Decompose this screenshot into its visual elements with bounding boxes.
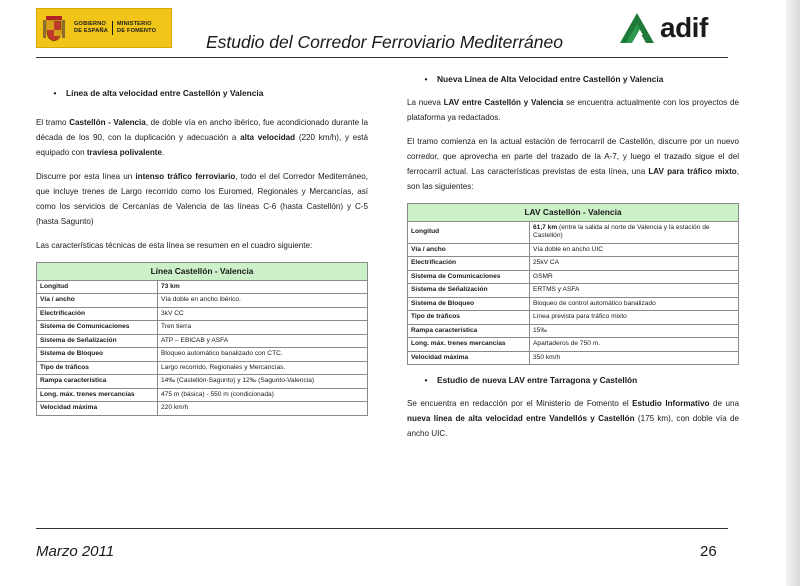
table-value: Bloqueo automático banalizado con CTC. [158, 348, 368, 362]
adif-logo [618, 8, 738, 48]
bullet-icon: • [53, 88, 57, 98]
text-run: de una [709, 399, 739, 408]
text-run: Se encuentra en redacción por el Ministerio de Fomento el [407, 399, 633, 408]
text-run: La nueva [407, 98, 444, 107]
coat-of-arms-icon [42, 13, 66, 43]
table-value [530, 221, 739, 243]
table-value: ATP – EBICAB y ASFA [158, 334, 368, 348]
section-heading-text: Línea de alta velocidad entre Castellón y Valencia [66, 88, 264, 98]
bold-text: intenso tráfico ferroviario [135, 172, 236, 181]
table-row [37, 402, 368, 416]
text-run: El tramo [36, 118, 70, 127]
text-run: se encuentra actualmente con los proyectos de plataforma ya redactados. [407, 98, 740, 122]
specs-table-lav-castellon-valencia [407, 203, 739, 365]
table-value: 220 km/h [158, 402, 368, 416]
table-value: 25kV CA [530, 257, 739, 271]
right-column [407, 72, 739, 450]
table-key: Longitud [37, 280, 158, 294]
section-heading [36, 86, 368, 101]
table-key: Electrificación [37, 307, 158, 321]
paragraph [407, 134, 739, 194]
table-key: Sistema de Señalización [408, 284, 530, 298]
table-key: Long. máx. trenes mercancías [37, 388, 158, 402]
table-value: Bloqueo de control automático banalizado [530, 297, 739, 311]
table-value: ERTMS y ASFA [530, 284, 739, 298]
table-row [408, 324, 739, 338]
left-column [36, 86, 368, 426]
bold-text: traviesa polivalente [86, 148, 162, 157]
text-run: El tramo comienza en la actual estación de ferrocarril de Castellón, discurre por un nuevo corredor, que aprovecha en parte del trazado de la A-7, y luego el trazado sigue el del ferrocarril actual. Las características previstas de esta línea, una [407, 137, 739, 176]
table-value: Largo recorrido, Regionales y Mercancías. [158, 361, 368, 375]
paragraph [36, 169, 368, 229]
table-key: Long. máx. trenes mercancías [408, 338, 530, 352]
page-number: 26 [700, 543, 717, 560]
table-header: Línea Castellón - Valencia [37, 263, 368, 281]
gobierno-wordmark [70, 21, 160, 35]
table-value: 475 m (básica) - 550 m (condicionada) [158, 388, 368, 402]
table-row [408, 270, 739, 284]
table-key: Tipo de tráficos [408, 311, 530, 325]
header-divider [36, 57, 728, 58]
document-title: Estudio del Corredor Ferroviario Mediterráneo [206, 32, 563, 52]
table-key: Velocidad máxima [37, 402, 158, 416]
table-key: Tipo de tráficos [37, 361, 158, 375]
table-row [37, 375, 368, 389]
bold-text: LAV entre Castellón y Valencia [443, 98, 564, 107]
gobierno-text: GOBIERNO DE ESPAÑA [74, 21, 109, 34]
table-row [408, 284, 739, 298]
table-key: Rampa característica [37, 375, 158, 389]
text-run: Discurre por esta línea un [36, 172, 136, 181]
table-key: Longitud [408, 221, 530, 243]
bullet-icon: • [424, 74, 428, 84]
section-heading [407, 373, 739, 388]
ministerio-text: MINISTERIO DE FOMENTO [112, 21, 160, 35]
gobierno-logo [36, 8, 172, 48]
text-run: (175 km), con doble vía de ancho UIC. [407, 414, 740, 438]
adif-wordmark: adif [660, 12, 708, 43]
specs-table-castellon-valencia [36, 262, 368, 416]
table-row [37, 388, 368, 402]
table-row [37, 361, 368, 375]
paragraph [36, 115, 368, 160]
table-key: Sistema de Bloqueo [37, 348, 158, 362]
table-key: Vía / ancho [37, 294, 158, 308]
table-key: Rampa característica [408, 324, 530, 338]
text-run: (entre la salida al norte de Valencia y la estación de Castellón) [533, 223, 710, 239]
table-row [37, 307, 368, 321]
table-row [408, 257, 739, 271]
bold-text: nueva línea de alta velocidad entre Vandellós y Castellón [407, 414, 635, 423]
table-key: Vía / ancho [408, 243, 530, 257]
adif-arrow-icon [618, 11, 656, 45]
text-run: , de doble vía en ancho ibérico, fue acondicionado durante la década de los 90, con la duplicación y adecuación a [36, 118, 368, 142]
text-run: (220 km/h), y está equipado con [36, 133, 368, 157]
table-value: Tren tierra [158, 321, 368, 335]
paragraph [407, 396, 739, 441]
table-row [408, 221, 739, 243]
footer-divider [36, 528, 728, 529]
table-row [408, 351, 739, 365]
table-value: 350 km/h [530, 351, 739, 365]
table-value: Apartaderos de 750 m. [530, 338, 739, 352]
section-heading-text: Nueva Línea de Alta Velocidad entre Castellón y Valencia [437, 74, 664, 84]
table-row [408, 243, 739, 257]
bold-text: 61,7 km [533, 223, 558, 231]
paragraph: Las características técnicas de esta línea se resumen en el cuadro siguiente: [36, 241, 313, 250]
table-row [37, 334, 368, 348]
footer-date: Marzo 2011 [36, 543, 115, 560]
table-key: Sistema de Señalización [37, 334, 158, 348]
table-value: Vía doble en ancho UIC [530, 243, 739, 257]
bold-text: Castellón - Valencia [69, 118, 146, 127]
table-row [37, 280, 368, 294]
table-value: 15‰ [530, 324, 739, 338]
table-value: 3kV CC [158, 307, 368, 321]
table-row [37, 348, 368, 362]
table-value: GSMR [530, 270, 739, 284]
table-row [37, 321, 368, 335]
text-run: . [162, 148, 165, 157]
table-key: Sistema de Bloqueo [408, 297, 530, 311]
table-row [37, 294, 368, 308]
section-heading [407, 72, 739, 87]
section-heading-text: Estudio de nueva LAV entre Tarragona y Castellón [437, 375, 638, 385]
table-row [408, 338, 739, 352]
table-key: Velocidad máxima [408, 351, 530, 365]
page-edge-shadow [786, 0, 800, 586]
text-run: , todo el del Corredor Mediterráneo, que incluye trenes de Largo recorrido como los Euromed, Regionales y Mercancías, así como los servicios de Cercanías de Valencia de las líneas C-6 (hasta Castellón) y C-5 (hasta Sagunto) [36, 172, 368, 226]
bold-text: alta velocidad [240, 133, 296, 142]
text-run: , son las siguientes: [407, 167, 739, 191]
table-key: Electrificación [408, 257, 530, 271]
table-row [408, 311, 739, 325]
table-value: Línea prevista para tráfico mixto [530, 311, 739, 325]
table-key: Sistema de Comunicaciones [408, 270, 530, 284]
table-value: 73 km [158, 280, 368, 294]
bold-text: LAV para tráfico mixto [648, 167, 737, 176]
table-value: Vía doble en ancho ibérico. [158, 294, 368, 308]
table-key: Sistema de Comunicaciones [37, 321, 158, 335]
bold-text: Estudio Informativo [632, 399, 710, 408]
page-header [0, 0, 800, 70]
bullet-icon: • [424, 375, 428, 385]
paragraph [407, 95, 739, 125]
table-header: LAV Castellón - Valencia [408, 204, 739, 222]
table-row [408, 297, 739, 311]
table-value: 14‰ (Castellón-Sagunto) y 12‰ (Sagunto-Valencia) [158, 375, 368, 389]
